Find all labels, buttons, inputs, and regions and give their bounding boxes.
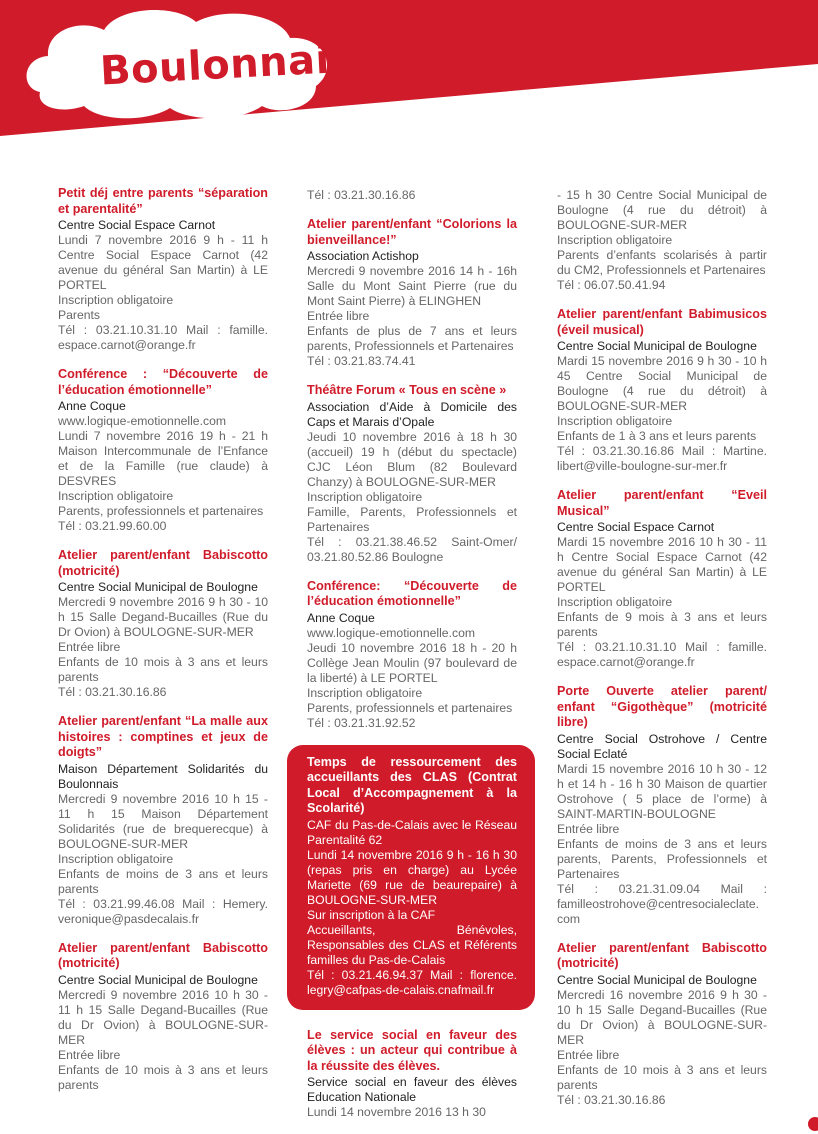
event-detail-line: Tél : 03.21.30.16.86 <box>557 1092 666 1107</box>
event-detail-line: Enfants de 1 à 3 ans et leurs parents <box>557 429 757 443</box>
event-detail-line: Tél : 03.21.10.31.10 Mail : famille. espace.carnot@orange.fr <box>58 323 268 352</box>
event-detail-line: Entrée libre <box>557 1047 620 1062</box>
column-2 <box>307 188 517 1134</box>
event-entry <box>307 1028 517 1121</box>
event-title: Atelier parent/enfant “Eveil Musical” <box>557 488 767 518</box>
event-entry <box>58 367 268 534</box>
event-detail-line: Enfants de moins de 3 ans et leurs parents, Parents, Professionnels et Partenaires <box>557 836 767 881</box>
event-organizer: CAF du Pas-de-Calais avec le Réseau Parentalité 62 <box>307 817 517 847</box>
event-entry <box>307 579 517 731</box>
event-detail-line: Mercredi 9 novembre 2016 14 h - 16h Salle du Mont Saint Pierre (rue du Mont Saint Pierre) à ELINGHEN <box>307 264 517 308</box>
event-detail-line: Mercredi 9 novembre 2016 9 h 30 - 10 h 15 Salle Degand-Bucailles (Rue du Dr Ovion) à BOULOGNE-SUR-MER <box>58 595 268 639</box>
event-title: Conférence : “Découverte de l’éducation émotionnelle” <box>58 367 268 397</box>
event-title: Atelier parent/enfant Babiscotto (motricité) <box>557 940 767 970</box>
event-detail-line: Entrée libre <box>307 309 370 323</box>
event-organizer: Maison Département Solidarités du Boulonnais <box>58 761 268 791</box>
event-detail-line: Tél : 03.21.30.16.86 Mail : Martine. libert@ville-boulogne-sur-mer.fr <box>557 444 767 473</box>
event-title: Atelier parent/enfant “Colorions la bienveillance!” <box>307 217 517 247</box>
event-title: Temps de ressourcement des accueillants des CLAS (Contrat Local d’Accompagnement à la Scolarité) <box>307 754 517 815</box>
event-detail-line: Inscription obligatoire <box>557 595 673 609</box>
region-title: Boulonnais <box>98 35 356 95</box>
event-detail-line: Parents, professionnels et partenaires <box>307 700 513 715</box>
event-organizer: Service social en faveur des élèves Education Nationale <box>307 1075 517 1104</box>
event-detail-line: Tél : 03.21.31.92.52 <box>307 715 416 730</box>
event-organizer: Centre Social Espace Carnot <box>58 218 216 232</box>
event-detail-line: Sur inscription à la CAF <box>307 907 436 922</box>
event-entry <box>557 307 767 474</box>
event-organizer: Centre Social Municipal de Boulogne <box>557 339 757 353</box>
event-detail-line: Jeudi 10 novembre 2016 à 18 h 30 (accueil) 19 h (début du spectacle) CJC Léon Blum (82 Boulevard Chanzy) à BOULOGNE-SUR-MER <box>307 429 517 489</box>
event-title: Petit déj entre parents “séparation et parentalité” <box>58 186 268 216</box>
event-detail-line: Inscription obligatoire <box>307 489 423 504</box>
event-entry <box>307 383 517 565</box>
event-title: Atelier parent/enfant “La malle aux histoires : comptines et jeux de doigts” <box>58 714 268 759</box>
event-title: Atelier parent/enfant Babiscotto (motricité) <box>58 940 268 970</box>
event-title: Théâtre Forum « Tous en scène » <box>307 383 507 397</box>
event-detail-line: Tél : 03.21.10.31.10 Mail : famille. espace.carnot@orange.fr <box>557 640 767 669</box>
event-detail-line: Mercredi 16 novembre 2016 9 h 30 - 10 h 15 Salle Degand-Bucailles (Rue du Dr Ovion) à BOULOGNE-SUR-MER <box>557 987 767 1047</box>
event-detail-line: Tél : 03.21.99.60.00 <box>58 519 167 533</box>
event-detail-line: Tél : 03.21.99.46.08 Mail : Hemery. veronique@pasdecalais.fr <box>58 896 268 926</box>
event-organizer: Association Actishop <box>307 249 419 263</box>
event-detail-line: Mardi 15 novembre 2016 9 h 30 - 10 h 45 Centre Social Municipal de Boulogne (4 rue du détroit) à BOULOGNE-SUR-MER <box>557 354 767 413</box>
event-title: Atelier parent/enfant Babiscotto (motricité) <box>58 548 268 578</box>
event-detail-line: Famille, Parents, Professionnels et Partenaires <box>307 504 517 534</box>
event-detail-line: Inscription obligatoire <box>307 685 423 700</box>
event-organizer: Centre Social Municipal de Boulogne <box>58 580 258 594</box>
event-organizer: Centre Social Ostrohove / Centre Social Eclaté <box>557 731 767 761</box>
event-detail-line: Inscription obligatoire <box>557 414 673 428</box>
event-organizer: Anne Coque <box>58 399 126 413</box>
corner-decoration <box>808 1117 818 1131</box>
event-detail-line: Entrée libre <box>58 640 121 654</box>
event-detail-line: Mercredi 9 novembre 2016 10 h 30 - 11 h 15 Salle Degand-Bucailles (Rue du Dr Ovion) à BOULOGNE-SUR-MER <box>58 987 268 1047</box>
event-detail-line: Parents, professionnels et partenaires <box>58 504 264 518</box>
event-detail-line: www.logique-emotionnelle.com <box>307 625 475 640</box>
event-title: Atelier parent/enfant Babimusicos (éveil musical) <box>557 307 767 337</box>
event-detail-line: Tél : 03.21.31.09.04 Mail : familleostrohove@centresocialeclate. com <box>557 881 767 926</box>
event-detail-line: Tél : 03.21.46.94.37 Mail : florence. legry@cafpas-de-calais.cnafmail.fr <box>307 967 517 997</box>
event-detail-line: Lundi 7 novembre 2016 9 h - 11 h Centre Social Espace Carnot (42 avenue du général San Martin) à LE PORTEL <box>58 233 268 292</box>
event-detail-line: Enfants de 10 mois à 3 ans et leurs parents <box>58 1062 268 1092</box>
event-organizer: Centre Social Espace Carnot <box>557 520 715 534</box>
event-detail-line: Tél : 03.21.30.16.86 <box>58 685 167 699</box>
highlighted-event <box>287 745 535 1010</box>
event-detail-line: Jeudi 10 novembre 2016 18 h - 20 h Collège Jean Moulin (97 boulevard de la liberté) à LE PORTEL <box>307 640 517 685</box>
event-detail-line: Lundi 14 novembre 2016 13 h 30 <box>307 1105 486 1119</box>
header-banner <box>0 0 818 140</box>
event-detail-line: Mardi 15 novembre 2016 10 h 30 - 11 h Centre Social Espace Carnot (42 avenue du général San Martin) à LE PORTEL <box>557 535 767 594</box>
event-entry <box>58 714 268 927</box>
event-detail-line: Inscription obligatoire <box>58 293 174 307</box>
column-1 <box>58 186 268 1107</box>
event-title: Porte Ouverte atelier parent/ enfant “Gigothèque” (motricité libre) <box>557 684 767 729</box>
event-detail-line: Accueillants, Bénévoles, Responsables des CLAS et Référents familles du Pas-de-Calais <box>307 922 517 967</box>
event-detail-line: Tél : 03.21.38.46.52 Saint-Omer/ 03.21.80.52.86 Boulogne <box>307 534 517 564</box>
event-detail-line: Parents <box>58 308 101 322</box>
event-entry <box>557 684 767 927</box>
event-detail-line: Mercredi 9 novembre 2016 10 h 15 - 11 h 15 Maison Département Solidarités (rue de brequerecque) à BOULOGNE-SUR-MER <box>58 791 268 851</box>
event-detail-line: Lundi 14 novembre 2016 9 h - 16 h 30 (repas pris en charge) au Lycée Mariette (69 rue de beaurepaire) à BOULOGNE-SUR-MER <box>307 847 517 907</box>
event-detail-line: Enfants de 9 mois à 3 ans et leurs parents <box>557 610 767 639</box>
event-organizer: Anne Coque <box>307 610 375 625</box>
event-entry <box>58 548 268 700</box>
event-detail-line: Entrée libre <box>58 1047 121 1062</box>
event-entry <box>58 186 268 353</box>
event-detail-line: Enfants de 10 mois à 3 ans et leurs parents <box>557 1062 767 1092</box>
event-entry <box>58 941 268 1093</box>
event-organizer: Centre Social Municipal de Boulogne <box>557 972 757 987</box>
event-organizer: Centre Social Municipal de Boulogne <box>58 972 258 987</box>
continuation-text: - 15 h 30 Centre Social Municipal de Boulogne (4 rue du détroit) à BOULOGNE-SUR-MER Inscription obligatoire Parents d’enfants scolarisés à partir du CM2, Professionnels et Partenaires Tél : 06.07.50.41.94 <box>557 188 767 292</box>
event-detail-line: www.logique-emotionnelle.com <box>58 414 226 428</box>
event-entry <box>307 217 517 369</box>
event-organizer: Association d’Aide à Domicile des Caps et Marais d’Opale <box>307 399 517 429</box>
event-entry <box>557 941 767 1108</box>
event-detail-line: Inscription obligatoire <box>58 489 174 503</box>
event-detail-line: Entrée libre <box>557 821 620 836</box>
event-title: Le service social en faveur des élèves : un acteur qui contribue à la réussite des élèves. <box>307 1027 517 1073</box>
event-detail-line: Enfants de plus de 7 ans et leurs parents, Professionnels et Partenaires <box>307 324 517 353</box>
event-detail-line: Mardi 15 novembre 2016 10 h 30 - 12 h et 14 h - 16 h 30 Maison de quartier Ostrohove ( 5 place de l’orme) à SAINT-MARTIN-BOULOGNE <box>557 761 767 821</box>
event-detail-line: Enfants de moins de 3 ans et leurs parents <box>58 866 268 896</box>
event-detail-line: Lundi 7 novembre 2016 19 h - 21 h Maison Intercommunale de l’Enfance et de la Famille (rue claude) à DESVRES <box>58 429 268 488</box>
event-entry <box>557 488 767 670</box>
event-detail-line: Tél : 03.21.83.74.41 <box>307 354 416 368</box>
event-detail-line: Enfants de 10 mois à 3 ans et leurs parents <box>58 655 268 684</box>
event-title: Conférence: “Découverte de l’éducation émotionnelle” <box>307 578 517 608</box>
continuation-text: Tél : 03.21.30.16.86 <box>307 188 416 202</box>
column-3 <box>557 188 767 1122</box>
event-detail-line: Inscription obligatoire <box>58 851 174 866</box>
